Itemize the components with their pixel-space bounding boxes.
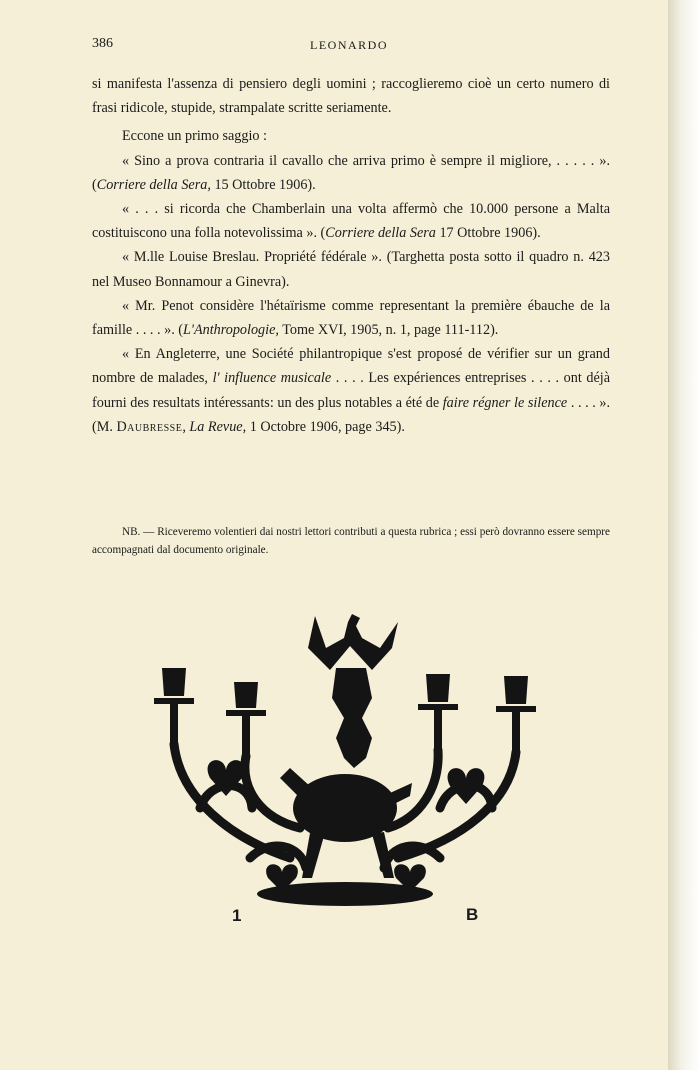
main-text (92, 72, 610, 439)
page-number: 386 (92, 36, 113, 51)
editorial-note: NB. — Riceveremo volentieri dai nostri lettori contributi a questa rubrica ; essi però dovranno essere sempre accompagnati dal documento originale. (92, 526, 610, 557)
quote-angleterre: « En Angleterre, une Société philantropique s'est proposé de vérifier sur un grand nombre de malades, l' influence musicale . . . . Les expériences entreprises . . . . ont déjà fourni des resultats intéressants: un des plus notables a été de faire régner le silence . . . . ». (M. Daubresse, La Revue, 1 Octobre 1906, page 345). (92, 346, 611, 435)
running-title: LEONARDO (310, 38, 388, 52)
paragraph-intro-continuation: si manifesta l'assenza di pensiero degli uomini ; raccoglieremo cioè un certo numero di frasi ridicole, stupide, strampalate scritte seriamente. (92, 76, 610, 117)
paragraph-eccone: Eccone un primo saggio : (122, 128, 267, 145)
illustration-mark-left: 1 (232, 906, 242, 925)
illustration-mark-right: B (466, 905, 479, 924)
quote-penot: « Mr. Penot considère l'hétaïrisme comme representant la première ébauche de la famille . . . . ». (L'Anthropologie, Tome XVI, 1905, n. 1, page 111-112). (92, 297, 610, 339)
candelabrum-woodcut (140, 608, 560, 928)
author-daubresse: Daubresse (116, 418, 183, 435)
quote-cavallo: « Sino a prova contraria il cavallo che arriva primo è sempre il migliore, . . . . . ». (Corriere della Sera, 15 Ottobre 1906). (92, 152, 610, 193)
source-la-revue: La Revue, (189, 418, 247, 435)
source-anthropologie: L'Anthropologie, (183, 322, 279, 339)
page-edge (668, 0, 700, 1070)
source-corriere: Corriere della Sera, (96, 176, 211, 193)
source-corriere-2: Corriere della Sera (325, 225, 436, 242)
quote-breslau: « M.lle Louise Breslau. Propriété fédérale ». (Targhetta posta sotto il quadro n. 423 nel Museo Bonnamour a Ginevra). (92, 249, 610, 290)
page-header (92, 36, 606, 56)
quote-chamberlain: « . . . si ricorda che Chamberlain una volta affermò che 10.000 persone a Malta costituiscono una folla notevolissima ». (Corriere della Sera 17 Ottobre 1906). (92, 201, 610, 242)
